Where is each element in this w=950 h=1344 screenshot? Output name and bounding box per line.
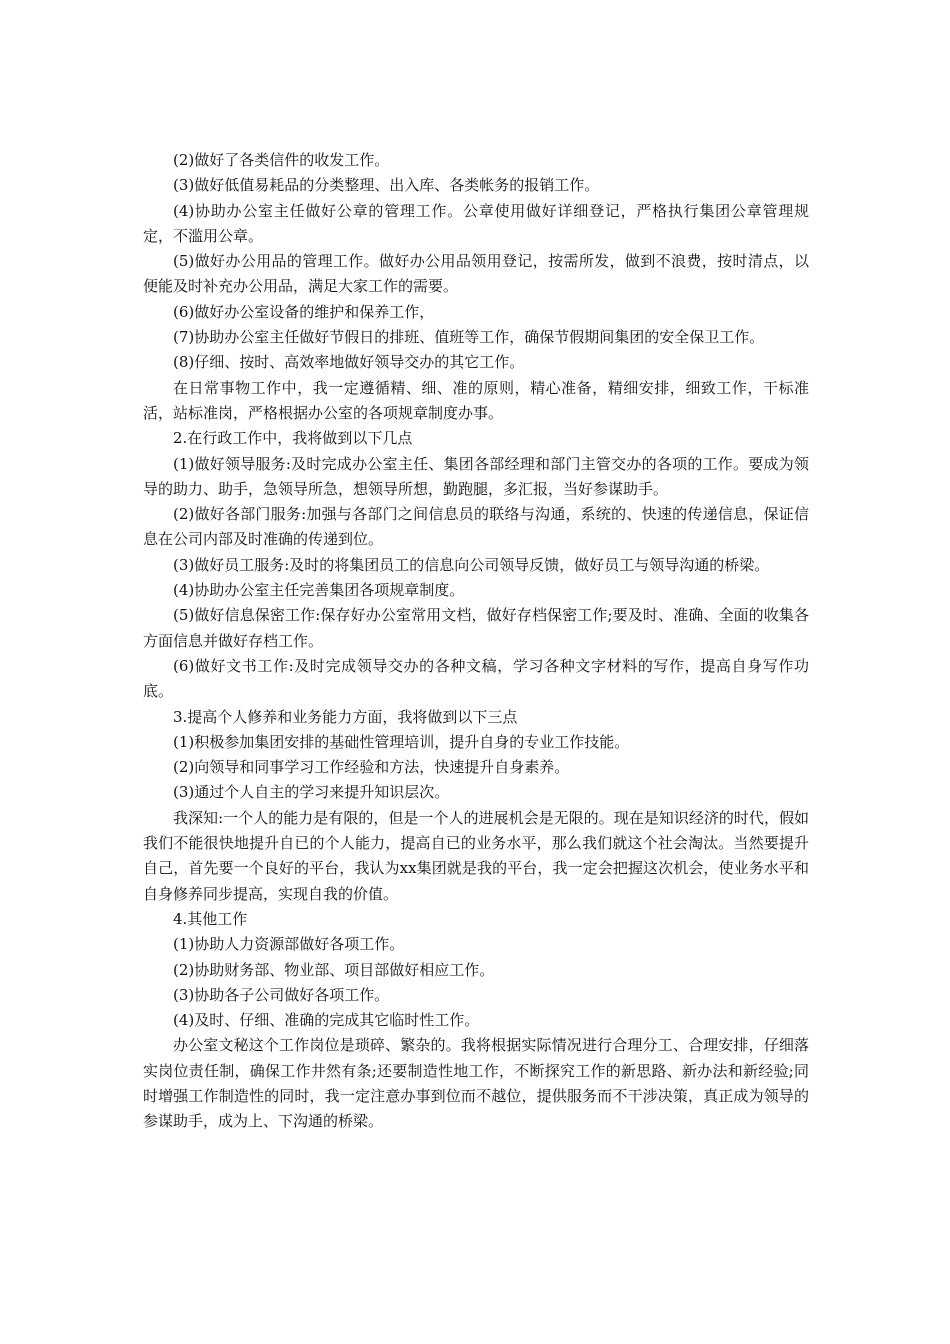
section-heading-other-work: 4.其他工作 [173,909,248,928]
paragraph-admin-item-5: (5)做好信息保密工作:保存好办公室常用文档，做好存档保密工作;要及时、准确、全面的收集各方面信息并做好存档工作。 [143,606,809,650]
paragraph-other-item-4: (4)及时、仔细、准确的完成其它临时性工作。 [173,1011,480,1030]
paragraph-item-8: (8)仔细、按时、高效率地做好领导交办的其它工作。 [173,353,525,372]
paragraph-admin-item-1: (1)做好领导服务:及时完成办公室主任、集团各部经理和部门主管交办的各项的工作。要成为领导的助力、助手，急领导所急，想领导所想，勤跑腿，多汇报，当好参谋助手。 [143,454,809,498]
document-body [143,148,809,1135]
paragraph-item-5: (5)做好办公用品的管理工作。做好办公用品领用登记，按需所发，做到不浪费，按时清点，以便能及时补充办公用品，满足大家工作的需要。 [143,252,809,296]
paragraph-item-4: (4)协助办公室主任做好公章的管理工作。公章使用做好详细登记，严格执行集团公章管理规定，不滥用公章。 [143,201,809,245]
paragraph-admin-item-3: (3)做好员工服务:及时的将集团员工的信息向公司领导反馈，做好员工与领导沟通的桥梁。 [173,555,770,574]
paragraph-other-item-3: (3)协助各子公司做好各项工作。 [173,985,390,1004]
paragraph-item-7: (7)协助办公室主任做好节假日的排班、值班等工作，确保节假期间集团的安全保卫工作。 [173,328,765,347]
paragraph-other-item-1: (1)协助人力资源部做好各项工作。 [173,935,405,954]
paragraph-item-2: (2)做好了各类信件的收发工作。 [173,151,390,169]
paragraph-admin-item-6: (6)做好文书工作:及时完成领导交办的各种文稿，学习各种文字材料的写作，提高自身写作功底。 [143,656,809,701]
section-heading-personal-growth: 3.提高个人修养和业务能力方面，我将做到以下三点 [173,707,518,726]
paragraph-growth-item-3: (3)通过个人自主的学习来提升知识层次。 [173,783,450,802]
section-heading-admin-work: 2.在行政工作中，我将做到以下几点 [173,429,413,448]
paragraph-admin-item-4: (4)协助办公室主任完善集团各项规章制度。 [173,581,465,600]
paragraph-daily-work-summary: 在日常事物工作中，我一定遵循精、细、准的原则，精心准备，精细安排，细致工作，干标准活，站标准岗，严格根据办公室的各项规章制度办事。 [143,378,809,422]
paragraph-growth-item-1: (1)积极参加集团安排的基础性管理培训，提升自身的专业工作技能。 [173,732,630,751]
paragraph-reflection: 我深知:一个人的能力是有限的，但是一个人的进展机会是无限的。现在是知识经济的时代，假如我们不能很快地提升自已的个人能力，提高自已的业务水平，那么我们就这个社会淘汰。当然要提升自己，首先要一个良好的平台，我认为xx集团就是我的平台，我一定会把握这次机会，使业务水平和自身修养同步提高，实现自我的价值。 [143,808,809,903]
paragraph-conclusion: 办公室文秘这个工作岗位是琐碎、繁杂的。我将根据实际情况进行合理分工、合理安排，仔细落实岗位责任制，确保工作井然有条;还要制造性地工作，不断探究工作的新思路、新办法和新经验;同时增强工作制造性的同时，我一定注意办事到位而不越位，提供服务而不干涉决策，真正成为领导的参谋助手，成为上、下沟通的桥梁。 [143,1036,809,1131]
paragraph-item-3: (3)做好低值易耗品的分类整理、出入库、各类帐务的报销工作。 [173,176,600,195]
paragraph-growth-item-2: (2)向领导和同事学习工作经验和方法，快速提升自身素养。 [173,758,570,777]
paragraph-other-item-2: (2)协助财务部、物业部、项目部做好相应工作。 [173,960,495,979]
paragraph-item-6: (6)做好办公室设备的维护和保养工作， [173,302,435,321]
paragraph-admin-item-2: (2)做好各部门服务:加强与各部门之间信息员的联络与沟通，系统的、快速的传递信息，保证信息在公司内部及时准确的传递到位。 [143,505,809,549]
